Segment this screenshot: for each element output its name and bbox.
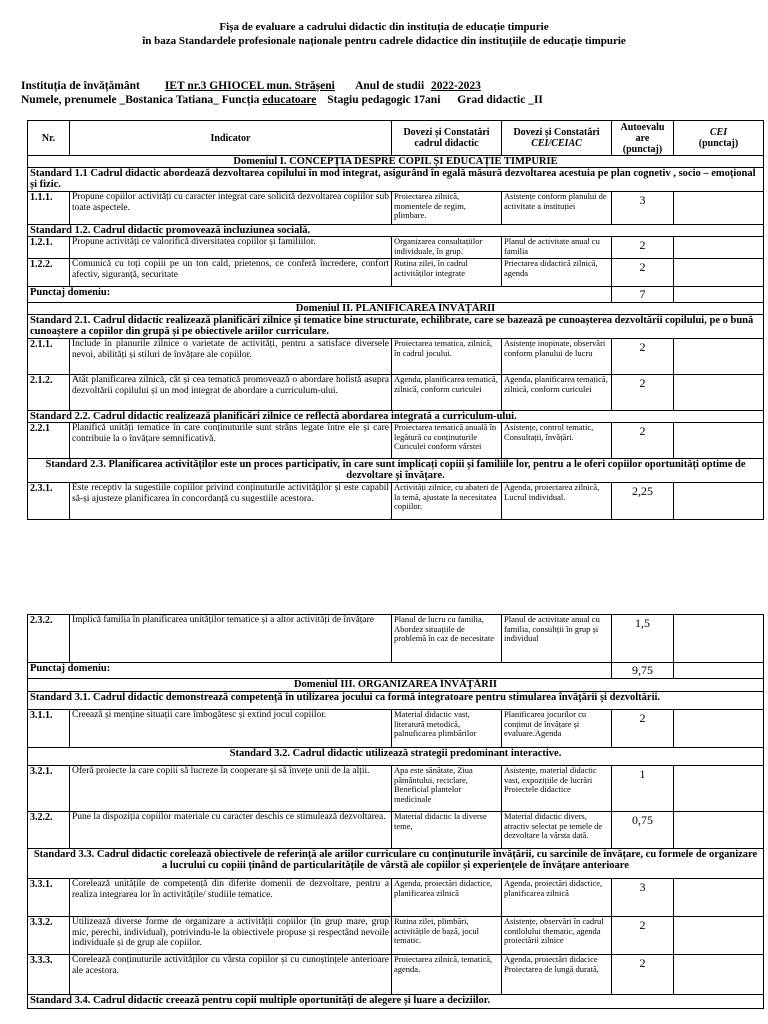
column-header-indicator: Indicator <box>70 121 392 156</box>
column-header-cei: CEI (punctaj) <box>674 121 764 156</box>
evaluation-table-page-1 <box>27 120 764 520</box>
domain-total-row: Punctaj domeniu: 7 <box>28 287 764 303</box>
standard-row: Standard 2.2. Cadrul didactic realizează planificări zilnice ce reflectă abordarea integrată a curriculum-ului. <box>28 411 764 423</box>
indicator-row: 3.3.2. Utilizează diverse forme de organizare a activității copiilor (în grup mare, grup mic, perechi, individual), potrivindu-le la obiectivele propuse și respectând nevoile individuale și de grup ale copiilor. Rutina zilei, plimbări, activitățile de bază, jocul tematic. Asistențe, observări în cadrul contlolului thematic, agenda proiectării zilnice 2 <box>28 917 764 955</box>
function-label: Funcția <box>221 94 260 106</box>
grade-value: II <box>533 94 543 106</box>
function-value: educatoare <box>262 94 317 106</box>
stagiu-label: Stagiu pedagogic <box>327 94 411 106</box>
cei-score-cell <box>674 375 764 411</box>
indicator-row: 3.3.3. Corelează conținuturile activităților cu vârsta copiilor și cu cunoștințele anterioare ale acestora. Proiectarea zilnică, tematică, agenda. Agenda, proiectări didacice Proiectarea de lungă durată, 2 <box>28 955 764 995</box>
standard-row: Standard 2.3. Planificarea activităților este un proces participativ, în care sunt implicați copiii și familiile lor, pentru a le oferi copiilor oportunități optime de dezvoltare și învățare. <box>28 459 764 483</box>
document-title: Fișa de evaluare a cadrului didactic din instituția de educație timpurie <box>219 21 549 33</box>
meta-block <box>21 79 595 107</box>
indicator-row: 2.3.2. Implică familia în planificarea unităților tematice și a altor activități de învățare Planul de lucru cu familia, Abordez situațiile de problemă în caz de necesitate Planul de activitate anual cu familia, consultții în grup și individual 1,5 <box>28 615 764 663</box>
standard-row: Standard 2.1. Cadrul didactic realizează planificări zilnice și tematice bine structurate, echilibrate, care se bazează pe cunoașterea dezvoltării copilului, pe o bună cunoaștere a copiilor din grupă și pe obiectivele ariilor curriculare. <box>28 315 764 339</box>
column-header-row <box>28 121 764 156</box>
standard-row: Standard 3.4. Cadrul didactic creează pentru copii multiple oportunități de alegere și luare a deciziilor. <box>28 995 764 1009</box>
cei-score-cell <box>674 955 764 995</box>
standard-row: Standard 3.1. Cadrul didactic demonstrează competență în utilizarea jocului ca formă integratoare pentru stimularea învățării și dezvoltării. <box>28 692 764 710</box>
indicator-row: 3.3.1. Corelează unitățile de competență din diferite domenii de dezvoltare, pentru a realiza integrarea lor în activitățile/ studiile tematice. Agenda, proiectări didactice, planificarea zilnică Agenda, proiectări didactice, planificarea zilnică 3 <box>28 879 764 917</box>
indicator-row: 1.1.1. Propune copiilor activități cu caracter integrat care solicită dezvoltarea copiilor sub toate aspectele. Proiectarea zilnică, momentele de regim, plimbare. Asistențe conform planului de activitate a instituției 3 <box>28 192 764 225</box>
indicator-row: 2.3.1. Este receptiv la sugestiile copiilor privind conținuturile activităților și este capabil să-și ajusteze planificarea în concordanță cu sugestiile acestora. Activități zilnice, cu abateri de la temă, ajustate la necesitatea copiilor. Agenda, proiectarea zilnică, Lucrul individual. 2,25 <box>28 483 764 520</box>
evaluation-table-page-2 <box>27 614 764 1009</box>
stagiu-value: 17ani <box>413 94 441 106</box>
grade-label: Grad didactic <box>457 94 526 106</box>
cei-score-cell <box>674 879 764 917</box>
domain-row: Domeniul I. CONCEPȚIA DESPRE COPIL ȘI EDUCAȚIE TIMPURIE <box>28 156 764 168</box>
indicator-row: 2.1.2. Atât planificarea zilnică, cât și cea tematică promovează o abordare holistă asupra dezvoltării copilului și un mod integrat de abordare a curriculum-ului. Agenda, planificarea tematică, zilnică, conform curiculei Agenda, planificarea tematică, zilnică, conform curiculei 2 <box>28 375 764 411</box>
name-value: Bostanica Tatiana <box>125 94 214 106</box>
cei-score-cell <box>674 423 764 459</box>
document-header <box>0 20 768 48</box>
cei-score-cell <box>674 615 764 663</box>
cei-score-cell <box>674 192 764 225</box>
domain-row: Domeniul III. ORGANIZAREA ÎNVĂȚĂRII <box>28 679 764 692</box>
standard-row: Standard 3.2. Cadrul didactic utilizează strategii predominant interactive. <box>28 748 764 766</box>
standard-row: Standard 1.2. Cadrul didactic promovează incluziunea socială. <box>28 225 764 237</box>
cei-score-cell <box>674 259 764 287</box>
column-header-dovezi-cadru: Dovezi și Constatări cadrul didactic <box>392 121 502 156</box>
cei-score-cell <box>674 812 764 849</box>
cei-score-cell <box>674 710 764 748</box>
cei-score-cell <box>674 483 764 520</box>
column-header-dovezi-cei: Dovezi și Constatări CEI/CEIAC <box>502 121 612 156</box>
standard-row: Standard 3.3. Cadrul didactic corelează obiectivele de referință ale ariilor curriculare cu conținuturile învățării, cu sarcinile de învățare, cu formele de organizare a lucrului cu copiii ținând de particularitățile de vârstă ale copiilor și experiențele de învățare anterioare <box>28 849 764 879</box>
indicator-row: 3.2.2. Pune la dispoziția copiilor materiale cu caracter deschis ce stimulează dezvoltarea. Material didactic la diverse teme, Material didactic divers, atractiv selectat pe temele de dezvoltare la vârsta dată. 0,75 <box>28 812 764 849</box>
document-subtitle: în baza Standardele profesionale naționale pentru cadrele didactice din instituțiile de educație timpurie <box>142 35 626 47</box>
name-label: Numele, prenumele <box>21 94 117 106</box>
cei-total-cell <box>674 663 764 679</box>
cei-total-cell <box>674 287 764 303</box>
cei-score-cell <box>674 237 764 259</box>
domain-total-row: Punctaj domeniu: 9,75 <box>28 663 764 679</box>
indicator-row: 3.1.1. Creează și menține situații care îmbogătesc și extind jocul copiilor. Material didactic vast, literatură metodică, palnuficarea plimbărilor Planificarea jocurilor cu conținut de învățare și evaluare.Agenda 2 <box>28 710 764 748</box>
domain-row: Domeniul II. PLANIFICAREA ÎNVĂȚĂRII <box>28 303 764 315</box>
indicator-row: 1.2.1. Propune activități ce valorifică diversitatea copiilor și familiilor. Organizarea consultațiilor individuale, în grup. Planul de activitate anual cu familia 2 <box>28 237 764 259</box>
indicator-row: 1.2.2. Comunică cu toți copiii pe un ton cald, prietenos, ce conferă încredere, confort afectiv, siguranță, securitate Rutina zilei, în cadrul activităților integrate Priectarea didactică zilnică, agenda 2 <box>28 259 764 287</box>
column-header-nr: Nr. <box>28 121 70 156</box>
indicator-row: 2.1.1. Include în planurile zilnice o varietate de activități, pentru a satisface diversele nevoi, abilități și stiluri de învățare ale copiilor. Proiectarea tematica, zilnică, în cadrul jocului. Asistențe inopinate, observări conform planului de lucru 2 <box>28 339 764 375</box>
cei-score-cell <box>674 339 764 375</box>
indicator-row: 2.2.1 Planifică unități tematice în care conținuturile sunt strâns legate între ele și care contribuie la o învățare semnificativă. Proiectarea tematică anuală în legătură cu conținuturile Curiculei conform vârstei Asistențe, control tematic, Consultații, învățări. 2 <box>28 423 764 459</box>
indicator-row: 3.2.1. Oferă proiecte la care copiii să lucreze în cooperare și să învețe unii de la alții. Apa este sănătate, Ziua pământului, reciclare, Beneficial plantelor medicinale Asistențe, material didactic vast, expozițiile de lucrări Proiectele didactice 1 <box>28 766 764 812</box>
year-label: Anul de studii <box>355 80 425 92</box>
cei-score-cell <box>674 766 764 812</box>
cei-score-cell <box>674 917 764 955</box>
column-header-autoevaluare: Autoevalu are (punctaj) <box>612 121 674 156</box>
year-value: 2022-2023 <box>431 80 481 92</box>
institution-value: IET nr.3 GHIOCEL mun. Strășeni <box>164 80 335 92</box>
standard-row: Standard 1.1 Cadrul didactic abordează dezvoltarea copilului în mod integrat, asigurând în egală măsură dezvoltarea acestuia pe plan cognetiv , socio – emoțional și fizic. <box>28 168 764 192</box>
meta-line-1 <box>21 79 595 93</box>
institution-label: Instituția de învățământ <box>21 80 140 92</box>
meta-line-2: Numele, prenumele _Bostanica Tatiana_ Funcția educatoare Stagiu pedagogic 17ani Grad didactic _II <box>21 94 543 106</box>
